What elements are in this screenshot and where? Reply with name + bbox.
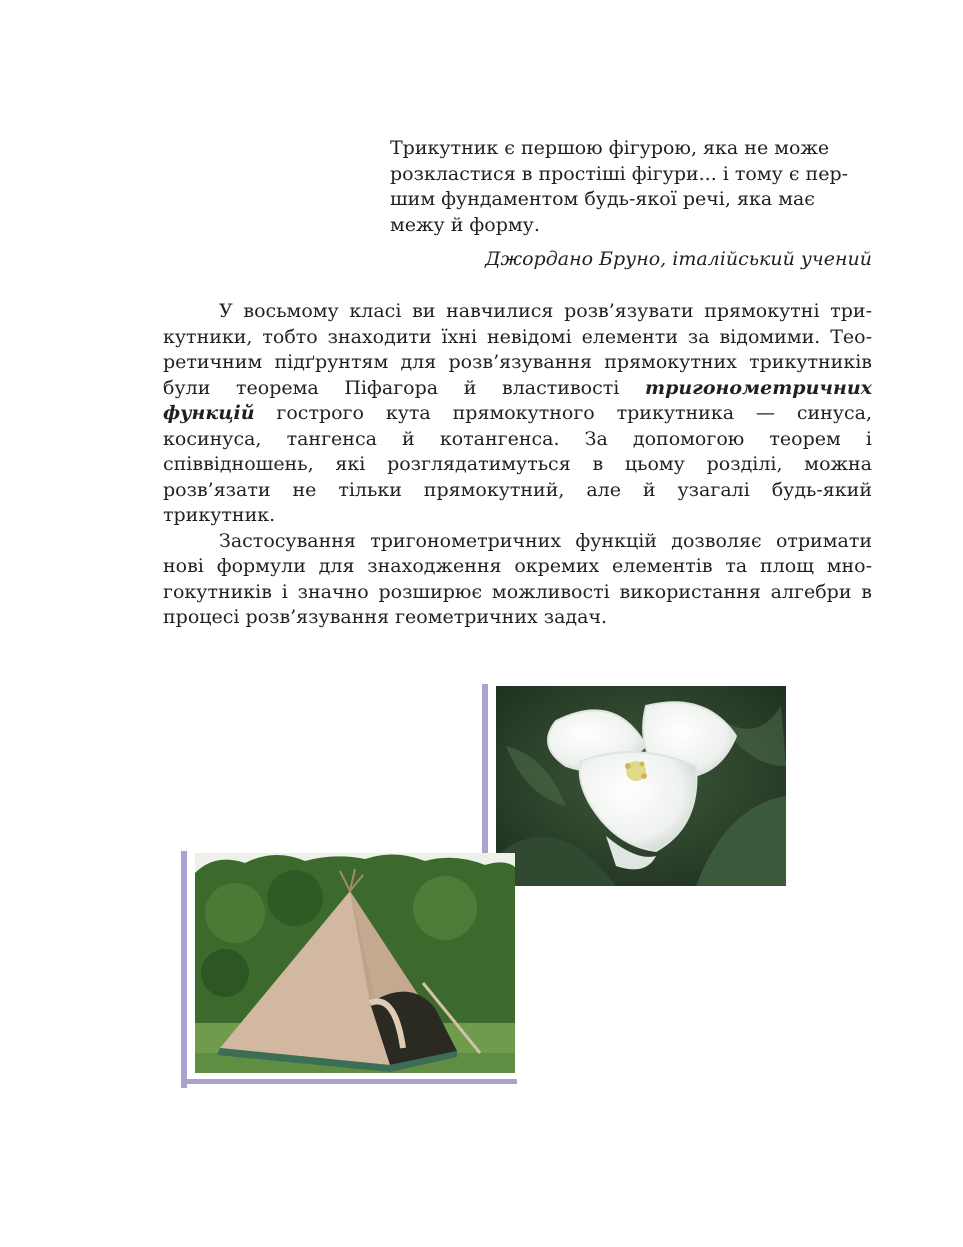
- epigraph-line-2: розкластися в простіші фігури... і тому є пер-: [390, 162, 849, 185]
- frame-accent-vertical: [181, 851, 187, 1088]
- epigraph: [390, 136, 872, 273]
- tulip-photo: [496, 686, 786, 886]
- intro-paragraph-2: Застосування тригонометричних функцій дозволяє отримати нові формули для знаходження окремих елементів та площ многокутників і значно розширює можливості використання алгебри в процесі розв’язування геометричних задач.: [163, 529, 872, 628]
- intro-text: [163, 299, 872, 631]
- tent-photo-frame: [181, 851, 517, 1088]
- tent-photo: [195, 853, 515, 1073]
- epigraph-author: Джордано Бруно, італійський учений: [485, 248, 872, 270]
- intro-paragraph-1: [163, 299, 872, 529]
- frame-accent-horizontal: [181, 1079, 517, 1084]
- intro-p1-text-end: гострого кута прямокутного трикутника — синуса, косинуса, тангенса й котангенса. За допомогою теорем і співвідношень, які розглядатимуться в цьому розділі, можна розв’язати не тільки прямокутний, але й узагалі будь-який трикутник.: [163, 402, 872, 526]
- epigraph-quote: [390, 136, 872, 238]
- epigraph-line-1: Трикутник є першою фігурою, яка не може: [390, 137, 830, 159]
- epigraph-line-3: шим фундаментом будь-якої речі, яка має: [390, 188, 815, 210]
- intro-p1-text: У восьмому класі ви навчилися розв’язувати прямокутні трикутники, тобто знаходити їхні невідомі елементи за відомими. Теоретичним підґрунтям для розв’язування прямокутних трикутників були теорема Піфагора й властивості: [163, 300, 872, 399]
- epigraph-line-4: межу й форму.: [390, 213, 540, 236]
- tulip-photo-frame: [482, 684, 786, 902]
- key-term: тригонометричних функцій: [163, 376, 872, 424]
